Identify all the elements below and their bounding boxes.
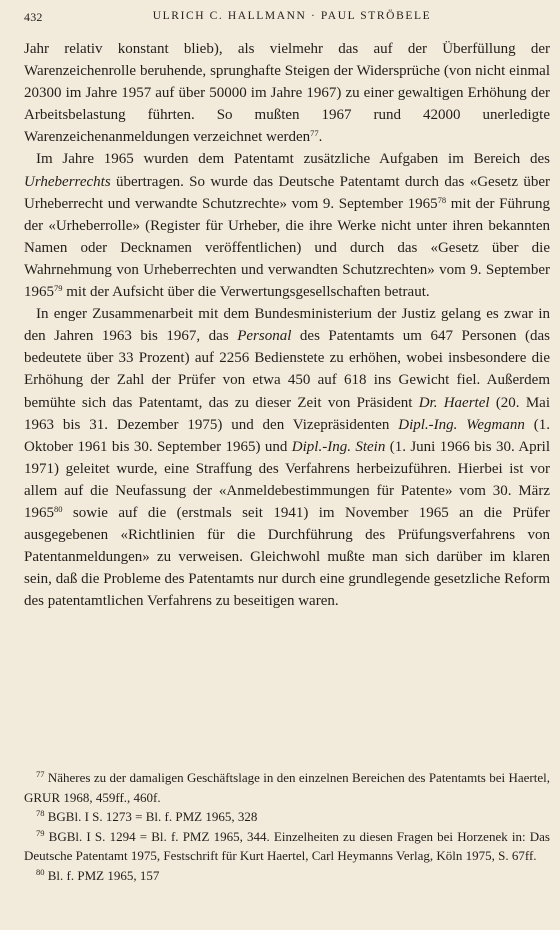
text-run: Im Jahre 1965 wurden dem Patentamt zusätzliche Aufgaben im Bereich des bbox=[36, 151, 550, 168]
italic-text: Dr. Haertel bbox=[418, 394, 490, 411]
footnote-number: 80 bbox=[36, 866, 45, 877]
text-run: sowie auf die (erstmals seit 1941) im November 1965 an die Prüfer ausgegebenen «Richtlinien für die Durchführung des Prüfungsverfahrens von Patentanmeldungen» zu verweisen. Gleichwohl mußte man sich darüber im klaren sein, daß die Probleme des Patentamts nur durch eine grundlegende gesetzliche Reform des patentamtlichen Verfahrens zu beseitigen waren. bbox=[24, 504, 550, 610]
running-head: ULRICH C. HALLMANN · PAUL STRÖBELE bbox=[152, 10, 432, 22]
page-number: 432 bbox=[24, 10, 43, 24]
footnote bbox=[24, 827, 550, 866]
body-text bbox=[24, 38, 550, 612]
text-run: Jahr relativ konstant blieb), als vielmehr das auf der Überfüllung der Warenzeichenrolle beruhende, sprunghafte Steigen der Widersprüche (von nicht einmal 20300 im Jahre 1957 auf über 50000 im Jahre 1967) zu einer gewaltigen Erhöhung der Arbeitsbelastung führten. So mußten 1967 rund 42000 unerledigte Warenzeichenanmeldungen verzeichnet werden bbox=[24, 41, 550, 146]
footnote-number: 79 bbox=[36, 827, 45, 838]
footnote-text: Näheres zu der damaligen Geschäftslage in den einzelnen Bereichen des Patentamts bei Haertel, GRUR 1968, 459ff., 460f. bbox=[24, 770, 550, 805]
footnote bbox=[24, 866, 550, 886]
text-run: (20. Mai 1963 bis 31. Dezember 1975) und den Vizepräsidenten bbox=[24, 394, 550, 433]
footnote-text: BGBl. I S. 1273 = Bl. f. PMZ 1965, 328 bbox=[47, 809, 258, 824]
text-run: . bbox=[318, 129, 323, 146]
text-run: (1. Oktober 1961 bis 30. September 1965) und bbox=[24, 416, 550, 455]
footnote-ref: 78 bbox=[437, 194, 447, 205]
footnote-ref: 77 bbox=[310, 128, 319, 139]
page-header bbox=[24, 10, 542, 30]
footnote-ref: 80 bbox=[54, 503, 63, 514]
footnote-text: BGBl. I S. 1294 = Bl. f. PMZ 1965, 344. Einzelheiten zu diesen Fragen bei Horzenek in: Das Deutsche Patentamt 1975, Festschrift für Kurt Haertel, Carl Heymanns Verlag, Köln 1975, S. 67ff. bbox=[24, 828, 550, 863]
italic-text: Urheberrechts bbox=[24, 173, 111, 190]
footnote bbox=[24, 768, 550, 807]
footnote bbox=[24, 807, 550, 827]
text-run: übertragen. So wurde das Deutsche Patentamt durch das «Gesetz über Urheberrecht und verwandte Schutzrechte» vom 9. September 1965 bbox=[24, 173, 550, 212]
italic-text: Dipl.-Ing. Stein bbox=[291, 438, 386, 455]
footnote-number: 78 bbox=[36, 808, 45, 818]
text-run: In enger Zusammenarbeit mit dem Bundesministerium der Justiz gelang es zwar in den Jahren 1963 bis 1967, das bbox=[24, 306, 550, 345]
paragraph bbox=[24, 148, 550, 303]
italic-text: Personal bbox=[237, 328, 292, 345]
footnote-number: 77 bbox=[36, 769, 45, 779]
text-run: des Patentamts um 647 Personen (das bedeutete über 33 Prozent) auf 2256 Bedienstete zu erhöhen, wobei insbesondere die Erhöhung der Zahl der Prüfer von etwa 450 auf 618 ins Gewicht fiel. Außerdem bemühte sich das Patentamt, das zu dieser Zeit von Präsident bbox=[24, 328, 551, 411]
footnote-ref: 79 bbox=[54, 283, 63, 294]
text-run: (1. Juni 1966 bis 30. April 1971) geleitet wurde, eine Straffung des Verfahrens herbeizuführen. Hierbei ist vor allem auf die Neufassung der «Anmeldebestimmungen für Patente» vom 30. März 1965 bbox=[24, 438, 550, 521]
footnote-text: Bl. f. PMZ 1965, 157 bbox=[47, 867, 160, 883]
footnotes bbox=[24, 768, 550, 885]
text-run: mit der Aufsicht über die Verwertungsgesellschaften betraut. bbox=[62, 284, 430, 301]
paragraph bbox=[24, 303, 550, 612]
italic-text: Dipl.-Ing. Wegmann bbox=[398, 416, 525, 433]
paragraph bbox=[24, 38, 550, 148]
text-run: mit der Führung der «Urheberrolle» (Register für Urheber, die ihre Werke nicht unter ihren bekannten Namen oder Decknamen veröffentlichen) und durch das «Gesetz über die Wahrnehmung von Urheberrechten und verwandten Schutzrechten» vom 9. September 1965 bbox=[24, 195, 551, 301]
